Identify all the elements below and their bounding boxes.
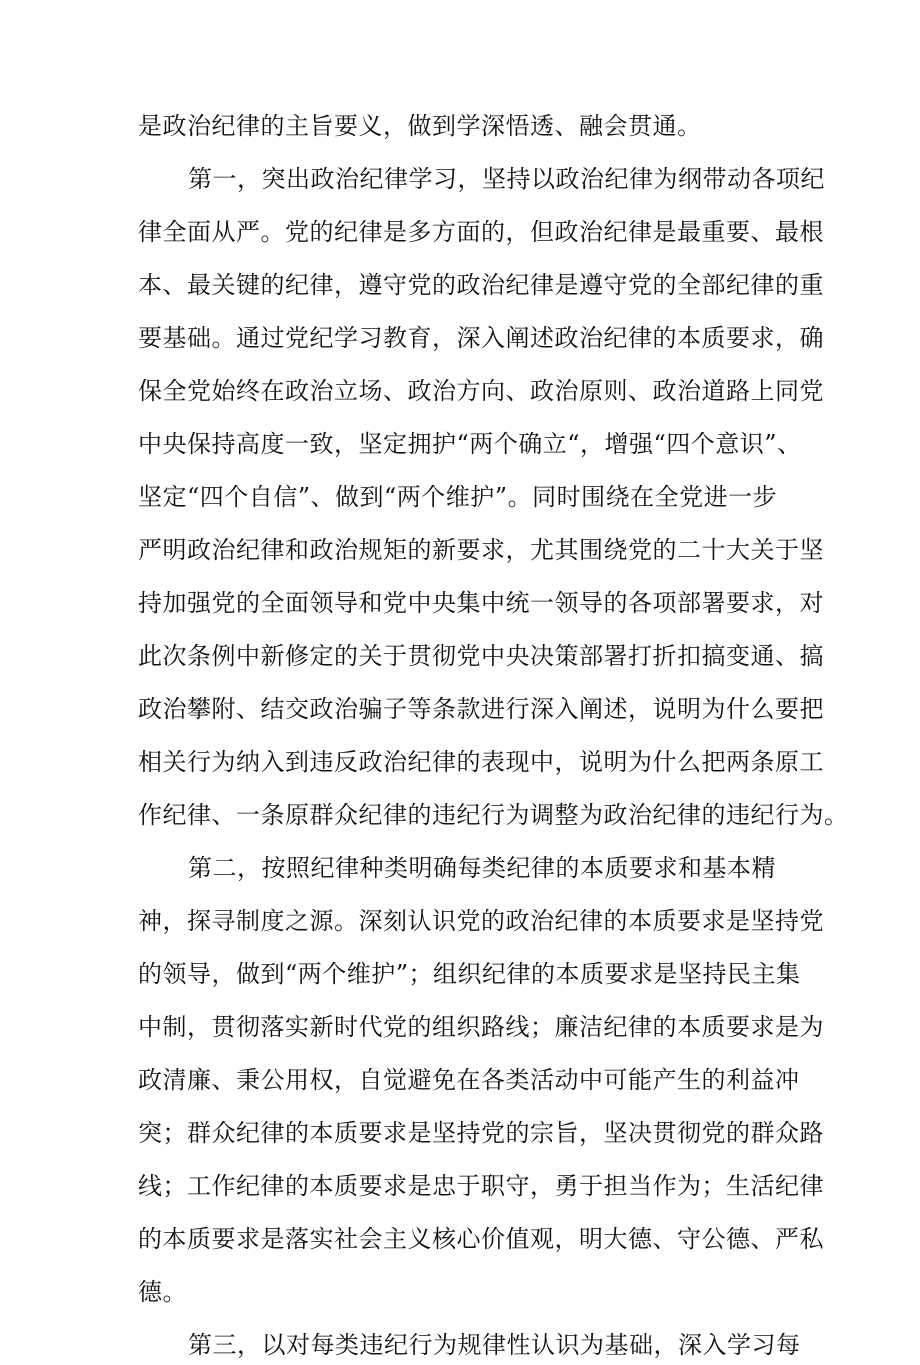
text-line: 持加强党的全面领导和党中央集中统一领导的各项部署要求，对 [138, 589, 824, 617]
text-line: 坚定“四个自信”、做到“两个维护”。同时围绕在全党进一步 [138, 483, 778, 511]
text-line: 要基础。通过党纪学习教育，深入阐述政治纪律的本质要求，确 [138, 324, 824, 352]
text-line: 突；群众纪律的本质要求是坚持党的宗旨，坚决贯彻党的群众路 [138, 1119, 824, 1147]
text-line: 神，探寻制度之源。深刻认识党的政治纪律的本质要求是坚持党 [138, 907, 824, 935]
text-line: 德。 [138, 1278, 187, 1306]
text-line: 的本质要求是落实社会主义核心价值观，明大德、守公德、严私 [138, 1225, 824, 1253]
text-line: 政治攀附、结交政治骗子等条款进行深入阐述，说明为什么要把 [138, 695, 824, 723]
text-line: 线；工作纪律的本质要求是忠于职守，勇于担当作为；生活纪律 [138, 1172, 824, 1200]
text-line: 相关行为纳入到违反政治纪律的表现中，说明为什么把两条原工 [138, 748, 824, 776]
text-line: 政清廉、秉公用权，自觉避免在各类活动中可能产生的利益冲 [138, 1066, 800, 1094]
text-line: 严明政治纪律和政治规矩的新要求，尤其围绕党的二十大关于坚 [138, 536, 824, 564]
text-line: 作纪律、一条原群众纪律的违纪行为调整为政治纪律的违纪行为。 [138, 801, 849, 829]
paragraph-3-start: 第三，以对每类违纪行为规律性认识为基础，深入学习每 [188, 1331, 801, 1359]
text-line: 中制，贯彻落实新时代党的组织路线；廉洁纪律的本质要求是为 [138, 1013, 824, 1041]
text-line: 中央保持高度一致，坚定拥护“两个确立“，增强“四个意识”、 [138, 430, 802, 458]
text-line: 律全面从严。党的纪律是多方面的，但政治纪律是最重要、最根 [138, 218, 824, 246]
paragraph-1-start: 第一，突出政治纪律学习，坚持以政治纪律为纲带动各项纪 [188, 165, 825, 193]
text-line: 的领导，做到“两个维护”；组织纪律的本质要求是坚持民主集 [138, 960, 801, 988]
text-line: 此次条例中新修定的关于贯彻党中央决策部署打折扣搞变通、搞 [138, 642, 824, 670]
paragraph-2-start: 第二，按照纪律种类明确每类纪律的本质要求和基本精 [188, 854, 776, 882]
text-line: 是政治纪律的主旨要义，做到学深悟透、融会贯通。 [138, 112, 702, 140]
text-line: 保全党始终在政治立场、政治方向、政治原则、政治道路上同党 [138, 377, 824, 405]
text-line: 本、最关键的纪律，遵守党的政治纪律是遵守党的全部纪律的重 [138, 271, 824, 299]
